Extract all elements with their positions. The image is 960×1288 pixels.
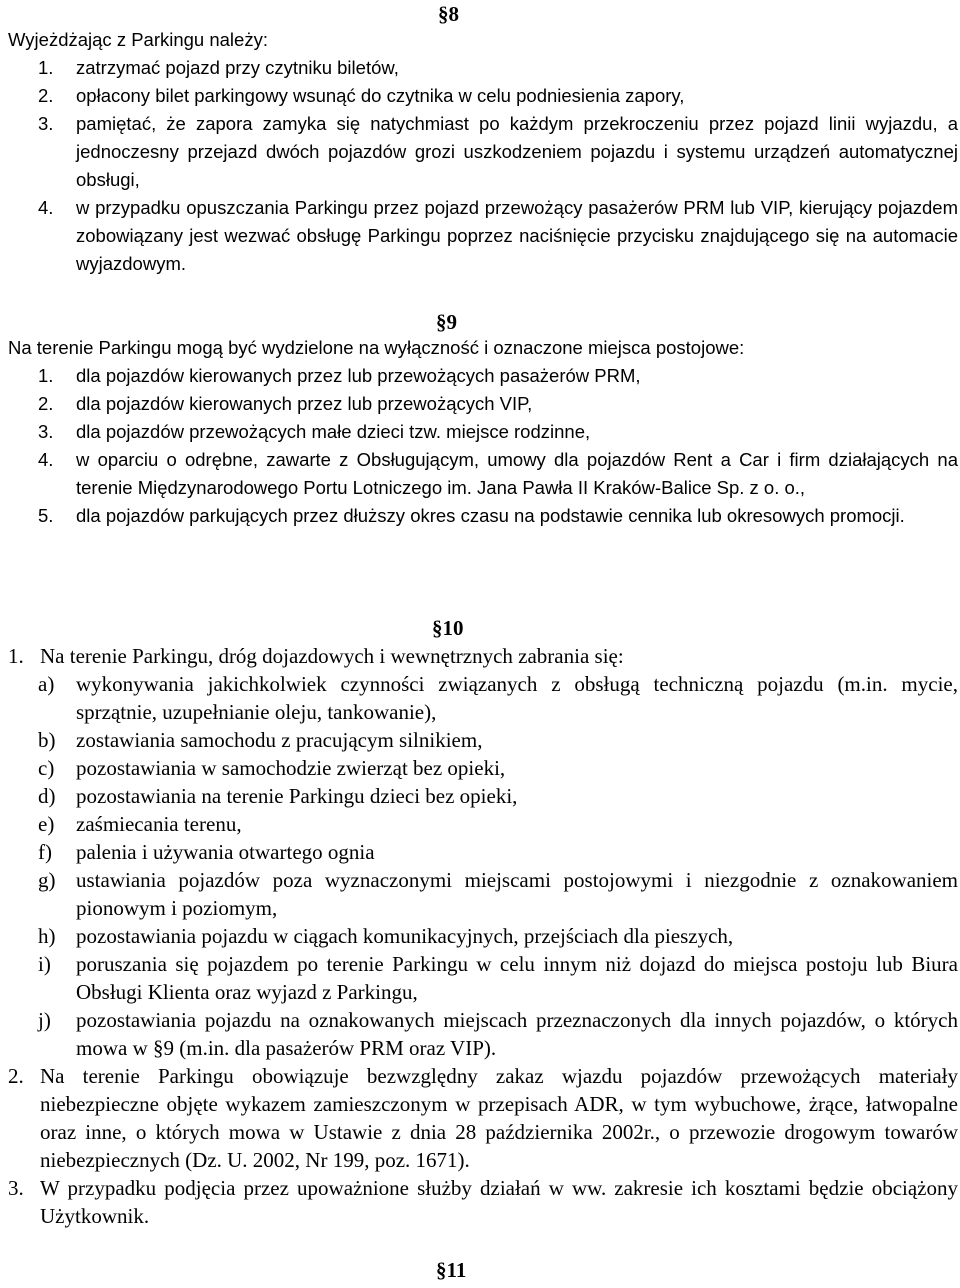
letter-marker: j): [38, 1008, 51, 1032]
item-number: 3.: [38, 113, 54, 134]
item-number: 5.: [38, 505, 54, 526]
item-number: 1.: [38, 57, 54, 78]
paragraph-2: [0, 1062, 958, 1174]
list-item: [0, 110, 958, 194]
list-item: [0, 82, 958, 110]
list-item: [0, 362, 958, 390]
section-9-heading: §9: [436, 310, 457, 334]
section-8-intro: Wyjeżdżając z Parkingu należy:: [8, 29, 268, 50]
section-9-intro: Na terenie Parkingu mogą być wydzielone na wyłączność i oznaczone miejsca postojowe:: [8, 337, 745, 358]
section-9: [0, 334, 958, 530]
list-item: [0, 54, 958, 82]
paragraph-text: Na terenie Parkingu, dróg dojazdowych i wewnętrznych zabrania się:: [40, 644, 624, 668]
letter-item: [0, 922, 958, 950]
list-item: [0, 194, 958, 278]
paragraph-number: 3.: [8, 1176, 24, 1200]
item-number: 3.: [38, 421, 54, 442]
letter-marker: g): [38, 868, 56, 892]
item-number: 1.: [38, 365, 54, 386]
letter-marker: f): [38, 840, 52, 864]
item-text: dla pojazdów kierowanych przez lub przewożących pasażerów PRM,: [76, 365, 641, 386]
section-10-heading: §10: [432, 616, 464, 640]
letter-text: ustawiania pojazdów poza wyznaczonymi miejscami postojowymi i niezgodnie z oznakowaniem pionowym i poziomym,: [76, 868, 958, 920]
list-item: [0, 390, 958, 418]
letter-text: pozostawiania w samochodzie zwierząt bez opieki,: [76, 756, 506, 780]
letter-marker: d): [38, 784, 56, 808]
section-10: [0, 642, 958, 1230]
letter-text: palenia i używania otwartego ognia: [76, 840, 375, 864]
item-text: w przypadku opuszczania Parkingu przez pojazd przewożący pasażerów PRM lub VIP, kierujący pojazdem zobowiązany jest wezwać obsługę Parkingu poprzez naciśnięcie przycisku znajdującego się na automacie wyjazdowym.: [76, 197, 958, 274]
letter-text: wykonywania jakichkolwiek czynności związanych z obsługą techniczną pojazdu (m.in. mycie, sprzątnie, uzupełnianie oleju, tankowanie),: [76, 672, 958, 724]
letter-item: [0, 866, 958, 922]
letter-marker: h): [38, 924, 56, 948]
paragraph-3: [0, 1174, 958, 1230]
letter-marker: b): [38, 728, 56, 752]
paragraph-1: [0, 642, 958, 670]
letter-marker: e): [38, 812, 55, 836]
paragraph-number: 1.: [8, 644, 24, 668]
letter-item: [0, 726, 958, 754]
letter-item: [0, 754, 958, 782]
paragraph-number: 2.: [8, 1064, 24, 1088]
item-text: dla pojazdów parkujących przez dłuższy okres czasu na podstawie cennika lub okresowych promocji.: [76, 505, 905, 526]
letter-text: pozostawiania pojazdu w ciągach komunikacyjnych, przejściach dla pieszych,: [76, 924, 734, 948]
item-text: pamiętać, że zapora zamyka się natychmiast po każdym przekroczeniu przez pojazd linii wyjazdu, a jednoczesny przejazd dwóch pojazdów grozi uszkodzeniem pojazdu i systemu urządzeń automatycznej obsługi,: [76, 113, 958, 190]
item-text: zatrzymać pojazd przy czytniku biletów,: [76, 57, 399, 78]
letter-item: [0, 1006, 958, 1062]
letter-item: [0, 838, 958, 866]
item-number: 2.: [38, 85, 54, 106]
letter-text: poruszania się pojazdem po terenie Parkingu w celu innym niż dojazd do miejsca postoju lub Biura Obsługi Klienta oraz wyjazd z Parkingu,: [76, 952, 958, 1004]
paragraph-text: Na terenie Parkingu obowiązuje bezwzględny zakaz wjazdu pojazdów przewożących materiały niebezpieczne objęte wykazem zamieszczonym w przepisach ADR, w tym wybuchowe, żrące, łatwopalne oraz inne, o których mowa w Ustawie z dnia 28 października 2002r., o przewozie drogowym towarów niebezpiecznych (Dz. U. 2002, Nr 199, poz. 1671).: [40, 1064, 958, 1172]
paragraph-text: W przypadku podjęcia przez upoważnione służby działań w ww. zakresie ich kosztami będzie obciążony Użytkownik.: [40, 1176, 958, 1228]
letter-text: pozostawiania na terenie Parkingu dzieci bez opieki,: [76, 784, 518, 808]
letter-marker: c): [38, 756, 55, 780]
item-number: 4.: [38, 197, 54, 218]
list-item: [0, 446, 958, 502]
letter-item: [0, 670, 958, 726]
section-8-heading: §8: [438, 2, 459, 26]
letter-marker: a): [38, 672, 55, 696]
item-number: 2.: [38, 393, 54, 414]
letter-item: [0, 950, 958, 1006]
section-8: [0, 26, 958, 278]
item-number: 4.: [38, 449, 54, 470]
item-text: dla pojazdów kierowanych przez lub przewożących VIP,: [76, 393, 533, 414]
item-text: opłacony bilet parkingowy wsunąć do czytnika w celu podniesienia zapory,: [76, 85, 685, 106]
letter-item: [0, 810, 958, 838]
letter-text: pozostawiania pojazdu na oznakowanych miejscach przeznaczonych dla innych pojazdów, o których mowa w §9 (m.in. dla pasażerów PRM oraz VIP).: [76, 1008, 958, 1060]
letter-text: zaśmiecania terenu,: [76, 812, 242, 836]
letter-item: [0, 782, 958, 810]
item-text: dla pojazdów przewożących małe dzieci tzw. miejsce rodzinne,: [76, 421, 591, 442]
list-item: [0, 418, 958, 446]
section-11-heading: §11: [436, 1258, 467, 1282]
list-item: [0, 502, 958, 530]
item-text: w oparciu o odrębne, zawarte z Obsługującym, umowy dla pojazdów Rent a Car i firm działających na terenie Międzynarodowego Portu Lotniczego im. Jana Pawła II Kraków-Balice Sp. z o. o.,: [76, 449, 958, 498]
letter-text: zostawiania samochodu z pracującym silnikiem,: [76, 728, 483, 752]
letter-marker: i): [38, 952, 51, 976]
